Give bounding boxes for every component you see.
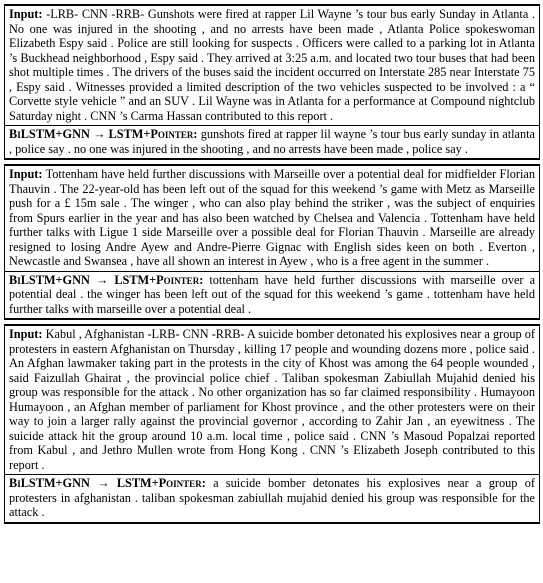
- output-text: a suicide bomber detonates his explosives near a group of protesters in afghanistan . taliban spokesman zabiullah mujahid denied his group was responsible for the attack .: [9, 476, 535, 519]
- input-text: Tottenham have held further discussions with Marseille over a potential deal for midfielder Florian Thauvin . The 22-year-old has been left out of the squad for this weekend ’s game with Metz as Marseille push for a £ 15m sale . The winger , who can also play behind the striker , was the subject of enquiries from Spurs earlier in the year and has also been watched by Chelsea and Valencia . Tottenham have held further talks with Ligue 1 side Marseille over a possible deal for Florian Thauvin . Marseille are already resigned to losing Andre Ayew and Andre-Pierre Gignac with English sides keen on both . Everton , Newcastle and Swansea , have all shown an interest in Ayew , who is a free agent in the summer .: [9, 167, 536, 268]
- output-cell-3: [4, 474, 540, 524]
- model-a-label: BiLSTM+GNN: [9, 127, 90, 141]
- input-cell-2: [4, 164, 540, 271]
- input-cell-1: [4, 4, 540, 125]
- input-label: Input:: [9, 327, 43, 341]
- arrow-icon: →: [97, 476, 110, 490]
- input-cell-3: [4, 324, 540, 474]
- input-label: Input:: [9, 7, 43, 21]
- output-text: tottenham have held further discussions with marseille over a potential deal . the winger has been left out of the squad for this weekend ’s game . tottenham have held further talks with marseille over a potential deal .: [9, 272, 536, 316]
- input-text: Kabul , Afghanistan -LRB- CNN -RRB- A suicide bomber detonated his explosives near a group of protesters in eastern Afghanistan on Thursday , killing 17 people and wounding dozens more , police said . An Afghan lawmaker taking part in the protests in the city of Khost was among the 64 people wounded , said Faizullah Ghairat , the provincial police chief . Taliban spokesman Zabiullah Mujahid denied his group was responsible for the attack . No other organization has so far claimed responsibility . Humayoon Humayoon , an Afghan member of parliament for Khost province , and the other protesters were on their way to join a larger rally against the provincial governor , according to Zahir Jan , an eyewitness . The suicide attack hit the group around 10 a.m. local time , police said . CNN ’s Masoud Popalzai reported from Kabul , and Jethro Mullen wrote from Hong Kong . CNN ’s Elizabeth Joseph contributed to this report .: [9, 327, 536, 472]
- model-a-label: BiLSTM+GNN: [9, 476, 90, 490]
- output-cell-2: [4, 271, 540, 321]
- arrow-icon: →: [93, 127, 106, 141]
- input-label: Input:: [9, 167, 43, 181]
- output-text: gunshots fired at rapper lil wayne ’s tour bus early sunday in atlanta , police say . no one was injured in the shooting , and no arrests have been made , police say .: [9, 127, 536, 156]
- output-cell-1: [4, 125, 540, 160]
- model-a-label: BiLSTM+GNN: [9, 272, 90, 287]
- model-b-label: LSTM+Pointer:: [114, 272, 204, 287]
- model-b-label: LSTM+Pointer:: [116, 476, 206, 490]
- arrow-icon: →: [95, 272, 109, 287]
- model-b-label: LSTM+Pointer:: [108, 127, 198, 141]
- examples-table: [4, 4, 540, 524]
- input-text: -LRB- CNN -RRB- Gunshots were fired at rapper Lil Wayne ’s tour bus early Sunday in Atlanta . No one was injured in the shooting , and no arrests have been made , Atlanta Police spokeswoman Elizabeth Espy said . Police are still looking for suspects . Officers were called to a parking lot in Atlanta ’s Buckhead neighborhood , Espy said . They arrived at 3:25 a.m. and located two tour buses that had been shot multiple times . The drivers of the buses said the incident occurred on Interstate 285 near Interstate 75 , Espy said . Witnesses provided a limited description of the two vehicles suspected to be involved : a “ Corvette style vehicle ” and an SUV . Lil Wayne was in Atlanta for a performance at Compound nightclub Saturday night . CNN ’s Carma Hassan contributed to this report .: [9, 7, 536, 123]
